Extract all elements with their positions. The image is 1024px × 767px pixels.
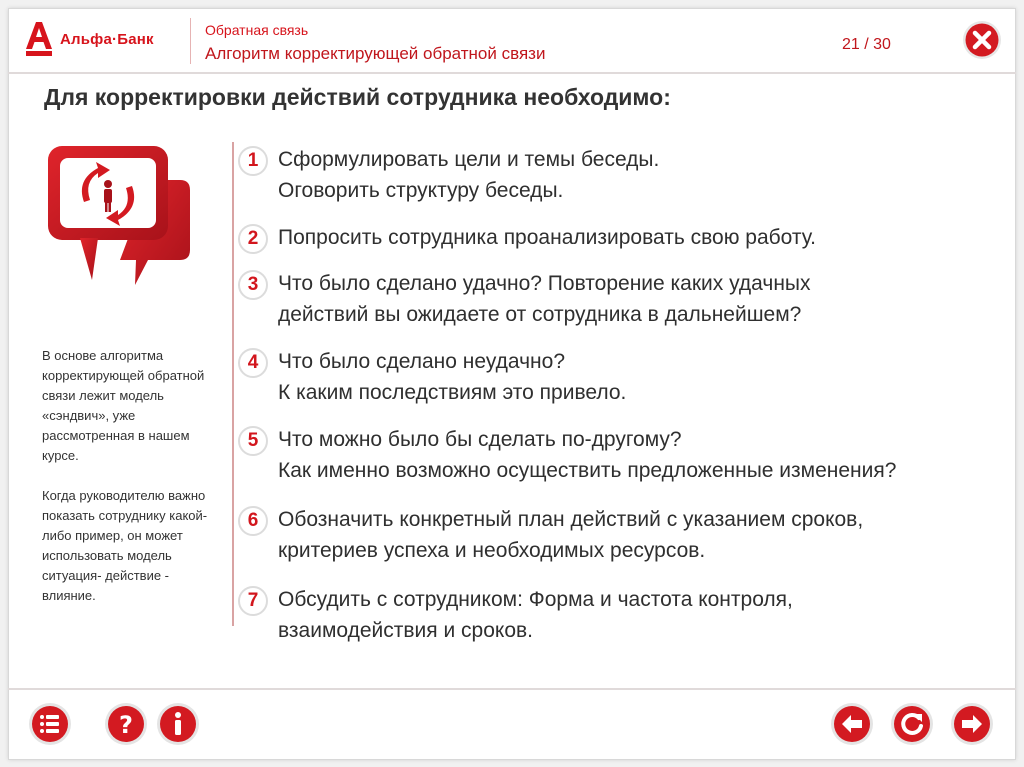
footer-separator — [8, 688, 1016, 690]
refresh-button[interactable] — [890, 702, 934, 746]
step-line: действий вы ожидаете от сотрудника в дальнейшем? — [278, 303, 802, 326]
page-counter: 21 / 30 — [842, 36, 891, 53]
step-text — [278, 504, 863, 566]
help-icon: ? — [119, 711, 133, 739]
step-line: Обозначить конкретный план действий с указанием сроков, — [278, 508, 864, 531]
step-line: К каким последствиям это привело. — [278, 381, 627, 404]
step-text — [278, 346, 626, 408]
menu-button[interactable] — [28, 702, 72, 746]
step-text — [278, 424, 896, 486]
step-line: взаимодействия и сроков. — [278, 619, 534, 642]
feedback-dialog-icon — [40, 140, 200, 295]
step-line: Как именно возможно осуществить предложенные изменения? — [278, 459, 897, 482]
step-text — [278, 144, 659, 206]
step-line: Что было сделано удачно? Повторение каких удачных — [278, 272, 811, 295]
list-divider — [232, 142, 234, 626]
step-line: Оговорить структуру беседы. — [278, 179, 564, 202]
step-line: Сформулировать цели и темы беседы. — [278, 148, 660, 171]
step-number: 7 — [238, 586, 268, 616]
list-item — [238, 222, 816, 254]
close-button[interactable] — [962, 20, 1002, 60]
side-note — [42, 346, 224, 626]
step-number: 2 — [238, 224, 268, 254]
header-separator — [8, 72, 1016, 74]
step-number: 4 — [238, 348, 268, 378]
step-line: Что можно было бы сделать по-другому? — [278, 428, 682, 451]
list-item — [238, 346, 626, 408]
side-note-paragraph: В основе алгоритма корректирующей обратной связи лежит модель «сэндвич», уже рассмотренная в нашем курсе. — [42, 348, 205, 463]
step-line: Что было сделано неудачно? — [278, 350, 566, 373]
slide-title: Алгоритм корректирующей обратной связи — [205, 44, 546, 63]
list-item — [238, 144, 659, 206]
section-title: Обратная связь — [205, 22, 309, 38]
alfa-logo-icon — [26, 22, 52, 56]
brand-logo — [26, 22, 154, 56]
next-button[interactable] — [950, 702, 994, 746]
help-button[interactable] — [104, 702, 148, 746]
step-number: 5 — [238, 426, 268, 456]
step-line: критериев успеха и необходимых ресурсов. — [278, 539, 706, 562]
side-note-paragraph: Когда руководителю важно показать сотруднику какой-либо пример, он может использовать модель ситуация- действие - влияние. — [42, 488, 208, 603]
page-heading: Для корректировки действий сотрудника необходимо: — [44, 84, 671, 110]
step-text — [278, 222, 816, 254]
menu-icon — [40, 715, 59, 733]
prev-button[interactable] — [830, 702, 874, 746]
list-item — [238, 268, 811, 330]
list-item — [238, 504, 863, 566]
step-text — [278, 584, 793, 646]
step-number: 3 — [238, 270, 268, 300]
info-icon — [175, 712, 181, 735]
info-button[interactable] — [156, 702, 200, 746]
list-item — [238, 424, 896, 486]
step-line: Попросить сотрудника проанализировать свою работу. — [278, 226, 816, 249]
list-item — [238, 584, 793, 646]
step-number: 6 — [238, 506, 268, 536]
step-number: 1 — [238, 146, 268, 176]
brand-name: Альфа·Банк — [60, 30, 154, 48]
step-text — [278, 268, 811, 330]
step-line: Обсудить с сотрудником: Форма и частота контроля, — [278, 588, 793, 611]
header-divider — [190, 18, 191, 64]
